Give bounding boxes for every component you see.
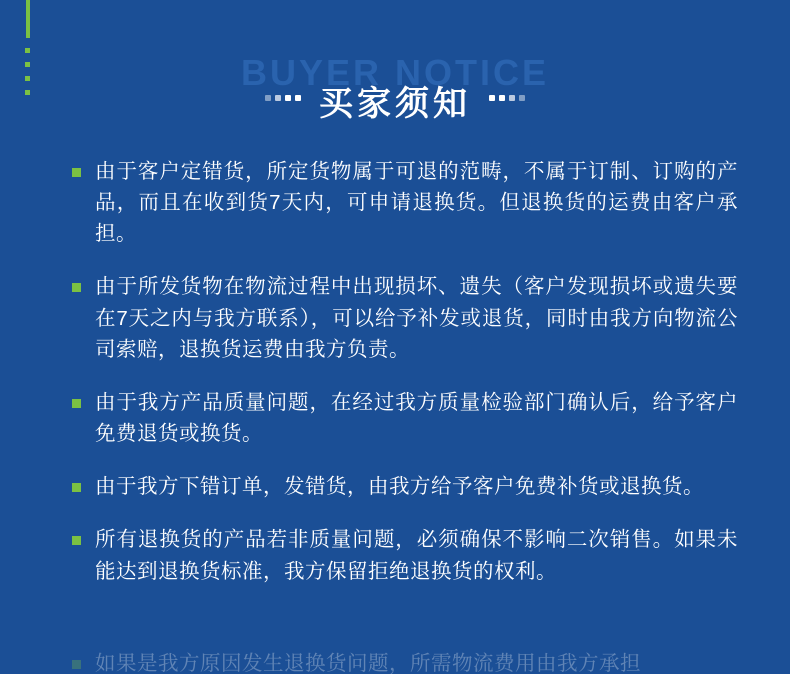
notice-list (72, 156, 738, 609)
notice-text: 由于所发货物在物流过程中出现损坏、遗失（客户发现损坏或遗失要在7天之内与我方联系），可以给予补发或退货，同时由我方向物流公司索赔，退换货运费由我方负责。 (95, 275, 738, 361)
square-bullet-icon (72, 399, 81, 408)
list-item (72, 156, 738, 249)
notice-text-partial: 如果是我方原因发生退换货问题，所需物流费用由我方承担 (95, 652, 641, 674)
notice-text: 所有退换货的产品若非质量问题，必须确保不影响二次销售。如果未能达到退换货标准，我方保留拒绝退换货的权利。 (95, 528, 738, 583)
list-item (72, 524, 738, 586)
list-item-partial (72, 648, 738, 674)
list-item (72, 471, 738, 502)
header-ghost-title: BUYER NOTICE (240, 52, 550, 93)
square-bullet-icon (72, 536, 81, 545)
notice-text: 由于我方产品质量问题，在经过我方质量检验部门确认后，给予客户免费退货或换货。 (95, 390, 738, 446)
square-bullet-icon (72, 660, 81, 669)
header-main (0, 76, 790, 125)
page-header (0, 50, 790, 128)
list-item (72, 271, 738, 364)
decorative-bar (26, 0, 30, 38)
header-right-dots-icon (489, 95, 525, 107)
square-bullet-icon (72, 168, 81, 177)
square-bullet-icon (72, 283, 81, 292)
notice-text: 由于我方下错订单，发错货，由我方给予客户免费补货或退换货。 (95, 475, 704, 499)
notice-text: 由于客户定错货，所定货物属于可退的范畴，不属于订制、订购的产品，而且在收到货7天内，可申请退换货。但退换货的运费由客户承担。 (95, 160, 738, 246)
header-left-dots-icon (265, 95, 301, 107)
square-bullet-icon (72, 483, 81, 492)
list-item (72, 387, 738, 449)
page-title: 买家须知 (319, 85, 471, 123)
